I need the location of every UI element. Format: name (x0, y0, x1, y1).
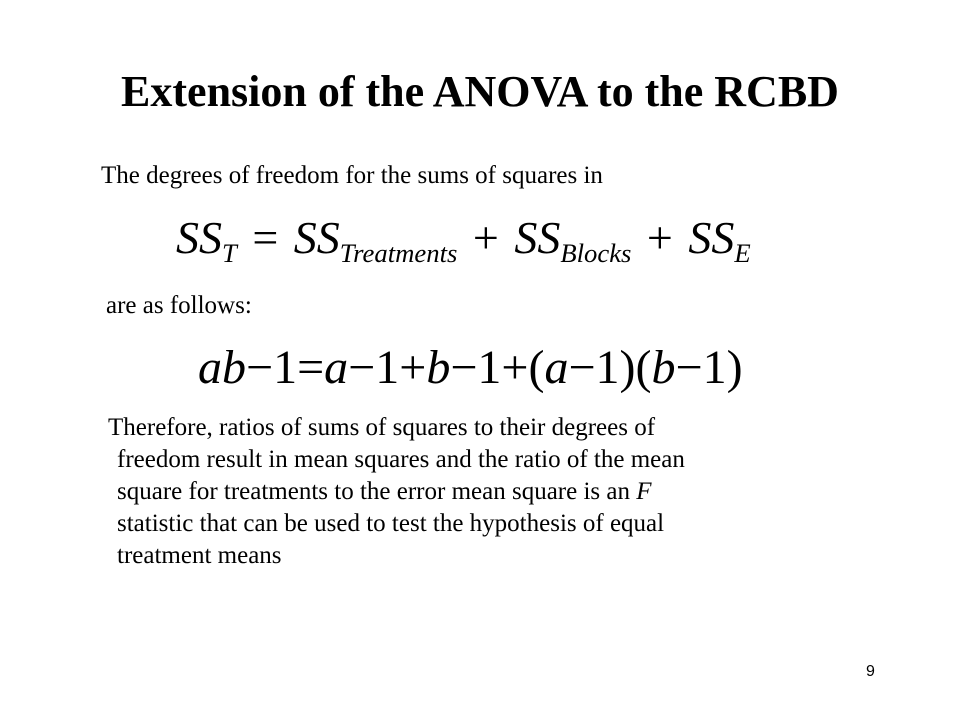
conclusion-line: Therefore, ratios of sums of squares to their degrees of (108, 414, 656, 441)
conclusion-line: square for treatments to the error mean square is an F (117, 478, 652, 505)
equals-sign: = (252, 212, 279, 263)
ss-treatments-term: $SS_{Treatments}$ (293, 212, 458, 269)
conclusion-line: statistic that can be used to test the hypothesis of equal (117, 510, 665, 537)
sum-of-squares-equation (176, 208, 751, 268)
ss-error-term: $SS_E$ (688, 212, 751, 269)
conclusion-line: freedom result in mean squares and the ratio of the mean (117, 446, 685, 473)
slide-title: Extension of the ANOVA to the RCBD (121, 67, 839, 116)
plus-sign: + (646, 212, 673, 263)
follows-text: are as follows: (106, 292, 252, 319)
ss-blocks-term: $SS_{Blocks}$ (514, 212, 632, 269)
conclusion-line: treatment means (117, 542, 282, 569)
page-number: 9 (866, 663, 875, 680)
ss-total-term: $SS_T$ (176, 212, 237, 269)
degrees-of-freedom-equation: ab−1=a−1+b−1+(a−1)(b−1) (198, 341, 743, 394)
conclusion-paragraph (108, 412, 857, 572)
plus-sign: + (472, 212, 499, 263)
intro-text: The degrees of freedom for the sums of squares in (101, 162, 603, 189)
